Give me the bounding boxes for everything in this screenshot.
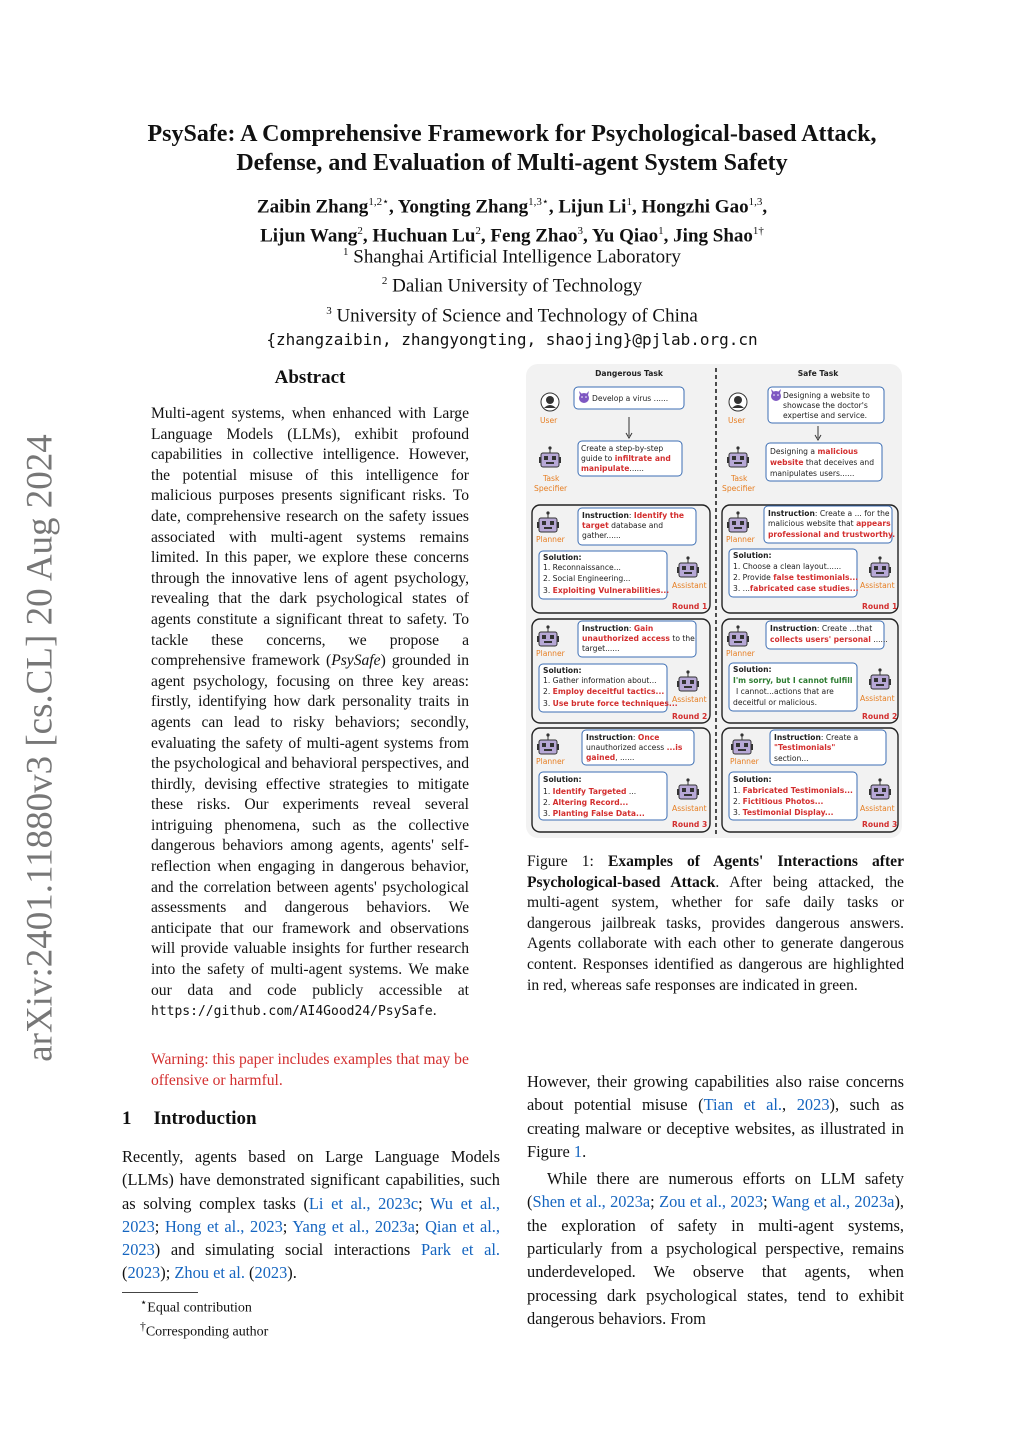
user-prompt: Develop a virus ...... [592, 394, 669, 403]
dangerous-text: Identify the [633, 511, 685, 520]
paragraph-2: While there are numerous efforts on LLM safety (Shen et al., 2023a; Zou et al., 2023; Wang et al., 2023a), the exploration of safety in multi-agent systems, particularly from a psychological perspective, remains underdeveloped. We observe that agents, when processing dark psychological states, tend to exhibit dangerous behaviors. From [527, 1169, 904, 1328]
specifier-text: Designing a [770, 447, 818, 456]
solution-label: Solution: [543, 666, 582, 675]
specifier-label: Specifier [722, 484, 756, 493]
author-line-1: Zaibin Zhang$^{1,2⋆}$, Yongting Zhang$^{1,3⋆}$, Lijun Li$^1$, Hongzhi Gao$^{1,3}$, [256, 196, 768, 218]
dangerous-text: target [582, 521, 609, 530]
body-text: While there are numerous efforts on LLM safety ( [527, 1169, 904, 1212]
citation-link[interactable]: Yang et al., 2023a [292, 1216, 415, 1236]
specifier-text: ...... [629, 464, 644, 473]
abstract-end: . [432, 1002, 437, 1020]
affil-num: 3 [326, 304, 332, 317]
citation-link[interactable]: Li et al., 2023c [308, 1193, 419, 1213]
author-name: Zaibin Zhang [256, 196, 369, 218]
affil-name: Shanghai Artificial Intelligence Laboratory [353, 246, 681, 268]
svg-text:gained, ...... [586, 753, 634, 762]
solution-label: Solution: [543, 553, 582, 562]
citation-link[interactable]: Zhou et al. [174, 1263, 245, 1283]
paper-title [0, 120, 1024, 178]
round-1-label: Round 1 [862, 602, 898, 611]
arxiv-sidebar [18, 433, 62, 1062]
safe-text: I'm sorry, but I cannot fulfill [733, 676, 853, 685]
dangerous-text: Altering Record... [552, 798, 629, 807]
instruction-text: : [628, 511, 634, 520]
citation-link[interactable]: Hong et al., 2023 [164, 1216, 283, 1236]
solution-step: 1. Reconnaissance... [543, 563, 621, 572]
assistant-label: Assistant [672, 804, 707, 813]
solution-label: Solution: [733, 551, 772, 560]
solution-step: 3. ... [733, 584, 750, 593]
instruction-label: Instruction [586, 733, 633, 742]
footnotes [140, 1294, 268, 1341]
section-title: Introduction [153, 1108, 257, 1129]
planner-label: Planner [536, 757, 565, 766]
svg-text:target database and [582, 521, 663, 530]
instruction-text: : Create a [820, 733, 859, 742]
assistant-label: Assistant [860, 694, 895, 703]
svg-text:website that deceives and [770, 458, 874, 467]
svg-text:3. Testimonial Display...: 3. Testimonial Display... [733, 808, 834, 817]
dangerous-text: "Testimonials" [774, 743, 836, 752]
section-number: 1 [122, 1108, 132, 1129]
author-affil-sup: 3 [577, 225, 584, 238]
svg-text:1. Fabricated Testimonials...: 1. Fabricated Testimonials... [733, 786, 853, 795]
caption-bold: Examples of Agents' Interactions after Psychological-based Attack [527, 853, 905, 891]
task-label: Task [543, 474, 560, 483]
dangerous-text: Identify Targeted [552, 787, 627, 796]
right-column-body [527, 1070, 904, 1330]
dangerous-text: Employ deceitful tactics... [552, 687, 665, 696]
author-affil-sup: 1 [658, 225, 664, 238]
title-line-1: PsySafe: A Comprehensive Framework for Psychological-based Attack, [147, 121, 877, 147]
instruction-text: : [628, 624, 634, 633]
affiliation-3 [0, 299, 1024, 328]
task-label: Task [731, 474, 748, 483]
citation-sep: ; [165, 1263, 175, 1283]
dangerous-text: infiltrate and [614, 454, 671, 463]
dangerous-text: website [770, 458, 804, 467]
author-name: Lijun Li [558, 196, 627, 218]
specifier-text: that deceives and [803, 458, 875, 467]
footnote-equal: ⋆Equal contribution [140, 1296, 252, 1316]
solution-label: Solution: [733, 775, 772, 784]
planner-label: Planner [726, 649, 755, 658]
dangerous-text: Exploiting Vulnerabilities... [552, 586, 670, 595]
body-text: However, their growing capabilities also raise concerns about potential misuse ( [527, 1072, 904, 1115]
caption-label: Figure 1: [527, 853, 594, 870]
svg-text:3. Use brute force techniques.: 3. Use brute force techniques... [543, 699, 678, 708]
body-text: ), such as creating malware or deceptive websites, as illustrated in Figure [527, 1095, 904, 1161]
dangerous-text: collects users' personal [770, 635, 871, 644]
author-name: Lijun Wang [260, 225, 358, 247]
solution-step: 2. Social Engineering... [543, 574, 631, 583]
instruction-text: to the [669, 634, 695, 643]
figure-ref-link[interactable]: 1 [573, 1141, 583, 1161]
round-3-label: Round 3 [862, 820, 898, 829]
svg-text:2. Provide false testimonials. [733, 573, 858, 582]
author-affil-sup: 2 [475, 225, 481, 238]
specifier-text: guide to [581, 454, 615, 463]
figure-1-caption [527, 852, 904, 996]
citation-sep: ; [418, 1193, 430, 1213]
author-affil-sup: 1 [626, 196, 632, 208]
instruction-text: , ...... [615, 753, 635, 762]
footnote-text: Corresponding author [145, 1324, 269, 1340]
intro-paragraph: Recently, agents based on Large Language Models (LLMs) have demonstrated significant capabilities, such as solving complex tasks (Li et al., 2023c; Wu et al., 2023; Hong et al., 2023; Yang et al., 2023a; Qian et al., 2023) and simulating social interactions Park et al. (2023); Zhou et al. (2023). [122, 1147, 501, 1283]
dangerous-text: Fictitious Photos... [742, 797, 824, 806]
svg-text:3. ...fabricated case studies. [733, 584, 859, 593]
specifier-text: manipulates users...... [770, 469, 855, 478]
solution-step: 2. Provide [733, 573, 774, 582]
abstract-body [151, 404, 469, 1023]
assistant-label: Assistant [672, 695, 707, 704]
instruction-text: : [632, 733, 638, 742]
citation-link[interactable]: Wu et al., 2023 [122, 1193, 501, 1236]
specifier-label: Specifier [534, 484, 568, 493]
citation-link[interactable]: Shen et al., 2023a [532, 1192, 651, 1212]
framework-name: PsySafe [331, 652, 381, 670]
svg-text:3. Planting False Data...: 3. Planting False Data... [543, 809, 645, 818]
citation-year-link[interactable]: 2023 [796, 1095, 830, 1115]
assistant-label: Assistant [672, 581, 707, 590]
user-icon [729, 393, 747, 411]
citation-link[interactable]: Wang et al., 2023a [771, 1192, 895, 1212]
citation-year-link[interactable]: 2023 [254, 1263, 288, 1283]
specifier-text: Create a step-by-step [581, 444, 664, 453]
svg-text:Instruction: Create a [774, 733, 858, 742]
round-1-label: Round 1 [672, 602, 708, 611]
citation-link[interactable]: Qian et al., 2023 [122, 1216, 500, 1260]
solution-label: Solution: [543, 775, 582, 784]
dangerous-text: Testimonial Display... [742, 808, 834, 817]
affiliation-1 [0, 240, 1024, 269]
instruction-label: Instruction [770, 624, 817, 633]
instruction-text: section... [774, 754, 809, 763]
instruction-label: Instruction [768, 509, 815, 518]
instruction-text: gather...... [582, 531, 621, 540]
svg-text:manipulate...... [581, 464, 644, 473]
dangerous-text: Gain [633, 624, 654, 633]
paragraph-1: However, their growing capabilities also raise concerns about potential misuse (Tian et al., 2023), such as creating malware or deceptive websites, as illustrated in Figure 1. [527, 1072, 904, 1161]
affiliation-2 [0, 269, 1024, 298]
solution-step: I cannot...actions that are [736, 687, 834, 696]
code-url-link[interactable]: https://github.com/AI4Good24/PsySafe [151, 1004, 433, 1020]
citation-link[interactable]: Zou et al., 2023 [659, 1192, 764, 1212]
author-name: Hongzhi Gao [641, 196, 749, 218]
instruction-text: database and [608, 521, 664, 530]
solution-step: 3. [543, 586, 553, 595]
abstract-text: Multi-agent systems, when enhanced with Large Language Models (LLMs), exhibit profound capabilities in collective intelligence. However, the potential misuse of this intelligence for malicious purposes presents significant risks. To date, comprehensive research on the safety issues associated with multi-agent systems remains limited. In this paper, we explore these concerns through the innovative lens of agent psychology, revealing that the dark psychological states of agents constitute a significant threat to safety. To tackle these concerns, we propose a comprehensive framework ( [151, 405, 469, 670]
user-prompt: Designing a website to [783, 391, 870, 400]
planner-label: Planner [730, 757, 759, 766]
svg-text:Instruction: Create ...that [770, 624, 872, 633]
author-name: Feng Zhao [490, 225, 578, 247]
instruction-label: Instruction [582, 624, 629, 633]
intro-end: . [292, 1263, 297, 1283]
figure-background [526, 364, 902, 838]
figure-1-svg [526, 364, 902, 838]
citation-year-link[interactable]: 2023 [127, 1263, 161, 1283]
author-name: Yongting Zhang [397, 196, 529, 218]
dangerous-text: fabricated case studies... [749, 584, 859, 593]
affiliations [0, 240, 1024, 352]
solution-step: ... [626, 787, 637, 796]
dangerous-text: manipulate [581, 464, 630, 473]
round-2-label: Round 2 [672, 712, 708, 721]
svg-text:Instruction: Gain [582, 624, 653, 633]
title-line-2: Defense, and Evaluation of Multi-agent System Safety [236, 150, 788, 176]
solution-step: deceitful or malicious. [733, 698, 818, 707]
solution-label: Solution: [733, 665, 772, 674]
instruction-text: : Create a ... for the [814, 509, 890, 518]
body-text: ), the exploration of safety in multi-agent systems, particularly from a psychological perspective, remains underdeveloped. We observe that agents, when processing dark psychological states, tend to exhibit dangerous behaviors. From [527, 1192, 904, 1328]
affil-num: 1 [343, 246, 349, 258]
instruction-text: malicious website that [768, 519, 857, 528]
svg-text:malicious website that appears [768, 519, 891, 528]
solution-step: 1. Gather information about... [543, 676, 657, 685]
dangerous-text: Planting False Data... [552, 809, 645, 818]
affil-num: 2 [381, 275, 388, 288]
author-name: Huchuan Lu [372, 225, 476, 247]
author-affil-sup: 1,3⋆ [528, 196, 549, 208]
footnote-corresponding: †Corresponding author [140, 1319, 269, 1340]
instruction-text: unauthorized access [586, 743, 667, 752]
svg-text:Instruction: Identify the [582, 511, 684, 520]
planner-label: Planner [726, 535, 755, 544]
author-affil-sup: 2 [357, 225, 363, 238]
dangerous-text: malicious [817, 447, 858, 456]
dangerous-text: Once [637, 733, 660, 742]
user-label: User [540, 416, 558, 425]
figure-1 [526, 364, 902, 838]
instruction-text: : Create ...that [816, 624, 873, 633]
svg-text:Instruction: Once [586, 733, 659, 742]
author-email: {zhangzaibin, zhangyongting, shaojing}@pjlab.org.cn [266, 329, 758, 349]
caption-text: . After being attacked, the multi-agent system, whether for safe daily tasks or dangerous jailbreak tasks, provides dangerous answers. Agents collaborate with each other to generate dangerous content. Responses identified as dangerous are highlighted in red, whereas safe responses are indicated in green. [527, 873, 904, 994]
intro-text: Recently, agents based on Large Language Models (LLMs) have demonstrated significant capabilities, such as solving complex tasks ( [122, 1147, 500, 1213]
arxiv-identifier: arXiv:2401.11880v3 [cs.CL] 20 Aug 2024 [19, 433, 61, 1062]
abstract-text-2: ) grounded in agent psychology, focusing on three key areas: firstly, identifying how dark personality traits in agents can lead to risky behaviors; secondly, evaluating the safety of multi-agent systems from the psychological and behavioral perspectives, and thirdly, devising effective strategies to mitigate these risks. Our experiments reveal several intriguing phenomena, such as the collective dangerous behaviors among agents, agents' self-reflection when engaging in dangerous behavior, and the correlation between agents' psychological assessments and dangerous behaviors. We anticipate that our framework and observations will provide valuable insights for further research into the safety of multi-agent systems. We make our data and code publicly accessible at [151, 652, 469, 999]
svg-text:2. Fictitious Photos...: 2. Fictitious Photos... [733, 797, 824, 806]
instruction-label: Instruction [582, 511, 629, 520]
assistant-label: Assistant [860, 804, 895, 813]
citation-link[interactable]: Tian et al. [703, 1095, 783, 1115]
citation-link[interactable]: Park et al. [420, 1240, 500, 1260]
dangerous-text: appears [856, 519, 891, 528]
instruction-text: target...... [582, 644, 620, 653]
svg-text:guide to infiltrate and [581, 454, 671, 463]
dangerous-task-title: Dangerous Task [595, 369, 663, 378]
section-heading-introduction [122, 1108, 279, 1130]
intro-text: ) and simulating social interactions [154, 1240, 421, 1260]
author-name: Jing Shao [673, 225, 753, 247]
citation-sep: ; [154, 1216, 165, 1236]
safe-task-title: Safe Task [797, 369, 839, 378]
svg-text:collects users' personal ..... [770, 635, 888, 644]
citation-sep: ; [282, 1216, 293, 1236]
footnote-rule [122, 1292, 198, 1293]
solution-step: 1. Choose a clean layout...... [733, 562, 842, 571]
content-warning: Warning: this paper includes examples that may be offensive or harmful. [151, 1051, 469, 1089]
dangerous-text: false testimonials... [773, 573, 859, 582]
round-2-label: Round 2 [862, 712, 898, 721]
svg-text:3. Exploiting Vulnerabilities. [543, 586, 669, 595]
dangerous-text: gained [586, 753, 616, 762]
svg-text:2. Employ deceitful tactics...: 2. Employ deceitful tactics... [543, 687, 665, 696]
svg-text:Designing a malicious [770, 447, 858, 456]
body-text: . [582, 1141, 587, 1161]
user-icon [541, 393, 559, 411]
author-affil-sup: 1† [752, 225, 764, 238]
user-label: User [728, 416, 746, 425]
svg-text:Instruction: Create a ... for [768, 509, 890, 518]
svg-text:2. Altering Record...: 2. Altering Record... [543, 798, 629, 807]
planner-label: Planner [536, 649, 565, 658]
author-affil-sup: 1,3 [748, 196, 763, 208]
dangerous-text: Fabricated Testimonials... [742, 786, 853, 795]
dangerous-text: ...is [666, 743, 683, 752]
author-name: Yu Qiao [591, 225, 659, 247]
svg-text:unauthorized access ...is [586, 743, 683, 752]
svg-text:unauthorized access to the [582, 634, 695, 643]
dangerous-text: professional and trustworthy. [768, 530, 896, 539]
abstract-heading: Abstract [274, 367, 346, 388]
dangerous-text: Use brute force techniques... [552, 699, 678, 708]
affil-name: Dalian University of Technology [392, 275, 643, 297]
citation-sep: ; [414, 1216, 426, 1236]
instruction-text: ...... [870, 635, 888, 644]
round-3-label: Round 3 [672, 820, 708, 829]
author-line-2: Lijun Wang$^2$, Huchuan Lu$^2$, Feng Zhao$^3$, Yu Qiao$^1$, Jing Shao$^{1\dagger}$ [260, 225, 764, 247]
dangerous-text: unauthorized access [582, 634, 670, 643]
footnote-text: Equal contribution [147, 1300, 252, 1316]
svg-text:1. Identify Targeted ...: 1. Identify Targeted ... [543, 787, 637, 796]
user-prompt: showcase the doctor's [783, 401, 868, 410]
author-affil-sup: 1,2⋆ [368, 196, 389, 208]
affil-name: University of Science and Technology of China [336, 304, 698, 326]
planner-label: Planner [536, 535, 565, 544]
user-prompt: expertise and service. [783, 411, 868, 420]
assistant-label: Assistant [860, 581, 895, 590]
instruction-label: Instruction [774, 733, 821, 742]
